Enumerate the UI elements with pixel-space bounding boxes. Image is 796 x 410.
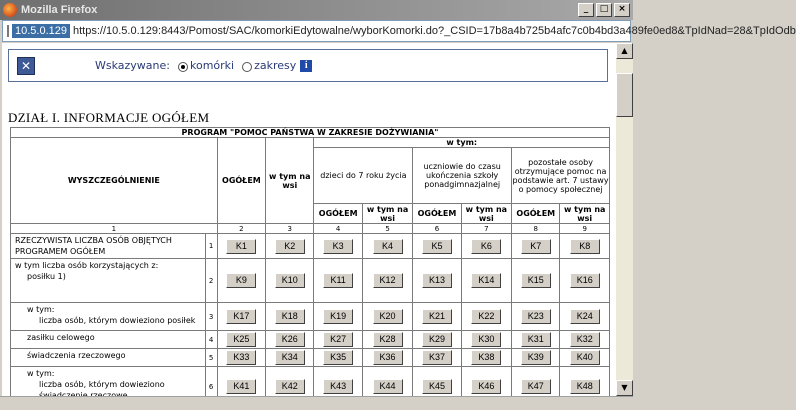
cell-button[interactable]: K11 xyxy=(323,273,353,288)
cell xyxy=(314,259,362,303)
header-village: w tym na wsi xyxy=(266,138,314,224)
cell-button[interactable]: K13 xyxy=(422,273,452,288)
scroll-down-button[interactable]: ▼ xyxy=(616,380,633,396)
cell xyxy=(461,331,511,349)
cell-button[interactable]: K30 xyxy=(471,332,501,347)
cell xyxy=(217,303,265,331)
header-spec: WYSZCZEGÓLNIENIE xyxy=(11,138,218,224)
close-icon[interactable]: ✕ xyxy=(17,57,35,75)
cell-button[interactable]: K27 xyxy=(323,332,353,347)
page-viewport xyxy=(2,43,616,396)
cell-button[interactable]: K25 xyxy=(226,332,256,347)
col-number: 5 xyxy=(362,224,412,234)
cell-button[interactable]: K19 xyxy=(323,309,353,324)
cell-button[interactable]: K9 xyxy=(226,273,256,288)
status-strip xyxy=(0,396,633,410)
row-label xyxy=(11,303,206,331)
table-row xyxy=(11,234,610,259)
row-label-text: w tym liczba osób korzystających z: xyxy=(15,261,159,270)
row-sublabel-text: posiłku 1) xyxy=(27,272,66,281)
col-number: 4 xyxy=(314,224,362,234)
info-icon[interactable]: i xyxy=(300,60,312,72)
cell xyxy=(314,234,362,259)
cell xyxy=(314,349,362,367)
radio-ranges-label[interactable]: zakresy xyxy=(254,59,297,72)
cell xyxy=(560,234,610,259)
cell xyxy=(266,331,314,349)
row-number: 3 xyxy=(205,303,217,331)
cell-button[interactable]: K43 xyxy=(323,379,353,394)
cell-button[interactable]: K39 xyxy=(521,350,551,365)
cell xyxy=(217,234,265,259)
cell-button[interactable]: K24 xyxy=(570,309,600,324)
sub-total: OGÓŁEM xyxy=(413,204,461,224)
cell-button[interactable]: K36 xyxy=(373,350,403,365)
cell-button[interactable]: K34 xyxy=(275,350,305,365)
cell xyxy=(362,331,412,349)
site-identity-icon[interactable] xyxy=(7,25,9,37)
cell-button[interactable]: K33 xyxy=(226,350,256,365)
cell xyxy=(461,303,511,331)
cell-button[interactable]: K2 xyxy=(275,239,305,254)
cell xyxy=(560,259,610,303)
cell xyxy=(314,331,362,349)
close-window-button[interactable]: × xyxy=(614,3,630,17)
cell xyxy=(266,259,314,303)
cell xyxy=(413,259,461,303)
group-children: dzieci do 7 roku życia xyxy=(314,148,413,204)
cell-button[interactable]: K32 xyxy=(570,332,600,347)
row-label-text: RZECZYWISTA LICZBA OSÓB OBJĘTYCH PROGRAMEM OGÓŁEM xyxy=(15,236,172,256)
cell-button[interactable]: K14 xyxy=(471,273,501,288)
cell xyxy=(413,331,461,349)
cell-button[interactable]: K12 xyxy=(373,273,403,288)
cell xyxy=(512,303,560,331)
address-url[interactable]: https://10.5.0.129:8443/Pomost/SAC/komorkiEdytowalne/wyborKomorki.do?_CSID=17b8a4b725b4afc7c0b4bd3a489fe0ed8&TpIdNad=28&TpIdOdb xyxy=(73,25,796,37)
table-row xyxy=(11,349,610,367)
row-number: 6 xyxy=(205,367,217,407)
cell-button[interactable]: K31 xyxy=(521,332,551,347)
toolbar-strip xyxy=(8,49,608,82)
cell xyxy=(560,331,610,349)
cell-button[interactable]: K20 xyxy=(373,309,403,324)
cell xyxy=(512,331,560,349)
cell xyxy=(413,234,461,259)
program-title: PROGRAM "POMOC PAŃSTWA W ZAKRESIE DOŻYWIANIA" xyxy=(11,128,610,138)
radio-ranges[interactable] xyxy=(242,62,252,72)
cell xyxy=(512,259,560,303)
cell-button[interactable]: K6 xyxy=(471,239,501,254)
col-number: 7 xyxy=(461,224,511,234)
row-label xyxy=(11,331,206,349)
table-row xyxy=(11,303,610,331)
section-title: DZIAŁ I. INFORMACJE OGÓŁEM xyxy=(8,110,210,125)
cell xyxy=(314,303,362,331)
cell xyxy=(266,303,314,331)
cell xyxy=(217,331,265,349)
vertical-scrollbar[interactable] xyxy=(616,43,633,396)
cell-button[interactable]: K8 xyxy=(570,239,600,254)
firefox-icon xyxy=(3,3,17,17)
header-in-that: w tym: xyxy=(314,138,610,148)
col-number: 6 xyxy=(413,224,461,234)
scroll-up-button[interactable]: ▲ xyxy=(616,43,633,59)
row-label xyxy=(11,259,206,303)
cell-button[interactable]: K26 xyxy=(275,332,305,347)
cell xyxy=(217,349,265,367)
minimize-button[interactable]: _ xyxy=(578,3,594,17)
cell xyxy=(560,349,610,367)
sub-total: OGÓŁEM xyxy=(314,204,362,224)
cell-button[interactable]: K47 xyxy=(521,379,551,394)
col-number: 3 xyxy=(266,224,314,234)
col-number: 2 xyxy=(217,224,265,234)
cell xyxy=(266,349,314,367)
scroll-thumb[interactable] xyxy=(616,73,633,117)
cell-button[interactable]: K44 xyxy=(373,379,403,394)
cell-button[interactable]: K48 xyxy=(570,379,600,394)
cell-button[interactable]: K41 xyxy=(226,379,256,394)
cell xyxy=(266,234,314,259)
group-others: pozostałe osoby otrzymujące pomoc na podstawie art. 7 ustawy o pomocy społecznej xyxy=(512,148,610,204)
sub-village: w tym na wsi xyxy=(362,204,412,224)
cell-button[interactable]: K40 xyxy=(570,350,600,365)
row-number: 4 xyxy=(205,331,217,349)
window-title: Mozilla Firefox xyxy=(21,4,98,16)
row-label xyxy=(11,349,206,367)
cell-button[interactable]: K7 xyxy=(521,239,551,254)
cell xyxy=(512,234,560,259)
sub-village: w tym na wsi xyxy=(461,204,511,224)
cell-button[interactable]: K16 xyxy=(570,273,600,288)
table-row xyxy=(11,259,610,303)
row-label xyxy=(11,234,206,259)
cell-button[interactable]: K17 xyxy=(226,309,256,324)
cell xyxy=(461,259,511,303)
sub-village: w tym na wsi xyxy=(560,204,610,224)
cell-button[interactable]: K42 xyxy=(275,379,305,394)
cell-button[interactable]: K1 xyxy=(226,239,256,254)
col-number: 9 xyxy=(560,224,610,234)
row-label-text: w tym: xyxy=(27,305,55,314)
cell xyxy=(362,303,412,331)
maximize-button[interactable]: □ xyxy=(596,3,612,17)
data-table xyxy=(10,127,610,407)
cell-button[interactable]: K35 xyxy=(323,350,353,365)
cell xyxy=(362,259,412,303)
col-number: 8 xyxy=(512,224,560,234)
cell-button[interactable]: K3 xyxy=(323,239,353,254)
cell-button[interactable]: K4 xyxy=(373,239,403,254)
row-label-text: w tym: xyxy=(27,369,55,378)
cell xyxy=(413,349,461,367)
cell-button[interactable]: K22 xyxy=(471,309,501,324)
cell-button[interactable]: K29 xyxy=(422,332,452,347)
cell xyxy=(560,303,610,331)
row-label-text: świadczenia rzeczowego xyxy=(27,351,126,360)
cell-button[interactable]: K28 xyxy=(373,332,403,347)
cell-button[interactable]: K15 xyxy=(521,273,551,288)
table-row xyxy=(11,331,610,349)
cell-button[interactable]: K23 xyxy=(521,309,551,324)
row-sublabel-text: liczba osób, którym dowieziono xyxy=(39,380,165,389)
cell-button[interactable]: K10 xyxy=(275,273,305,288)
cell xyxy=(362,349,412,367)
cell-button[interactable]: K46 xyxy=(471,379,501,394)
radio-cells-label[interactable]: komórki xyxy=(190,59,235,72)
row-label-text: zasiłku celowego xyxy=(27,333,95,342)
cell-button[interactable]: K21 xyxy=(422,309,452,324)
group-students: uczniowie do czasu ukończenia szkoły ponadgimnazjalnej xyxy=(413,148,512,204)
cell-button[interactable]: K37 xyxy=(422,350,452,365)
row-number: 1 xyxy=(205,234,217,259)
cell-button[interactable]: K18 xyxy=(275,309,305,324)
indicator-label: Wskazywane: xyxy=(95,59,170,72)
address-host[interactable]: 10.5.0.129 xyxy=(12,24,70,38)
cell xyxy=(461,234,511,259)
cell-button[interactable]: K45 xyxy=(422,379,452,394)
cell xyxy=(362,234,412,259)
row-number: 5 xyxy=(205,349,217,367)
row-number: 2 xyxy=(205,259,217,303)
sub-total: OGÓŁEM xyxy=(512,204,560,224)
window-controls xyxy=(578,3,630,17)
radio-cells[interactable] xyxy=(178,62,188,72)
header-total: OGÓŁEM xyxy=(217,138,265,224)
window-titlebar xyxy=(0,0,633,20)
cell-button[interactable]: K5 xyxy=(422,239,452,254)
col-number: 1 xyxy=(11,224,218,234)
cell-button[interactable]: K38 xyxy=(471,350,501,365)
cell xyxy=(461,349,511,367)
row-sublabel-text: liczba osób, którym dowieziono posiłek xyxy=(39,316,196,325)
cell xyxy=(512,349,560,367)
cell xyxy=(413,303,461,331)
address-bar[interactable] xyxy=(2,20,796,42)
cell xyxy=(217,259,265,303)
